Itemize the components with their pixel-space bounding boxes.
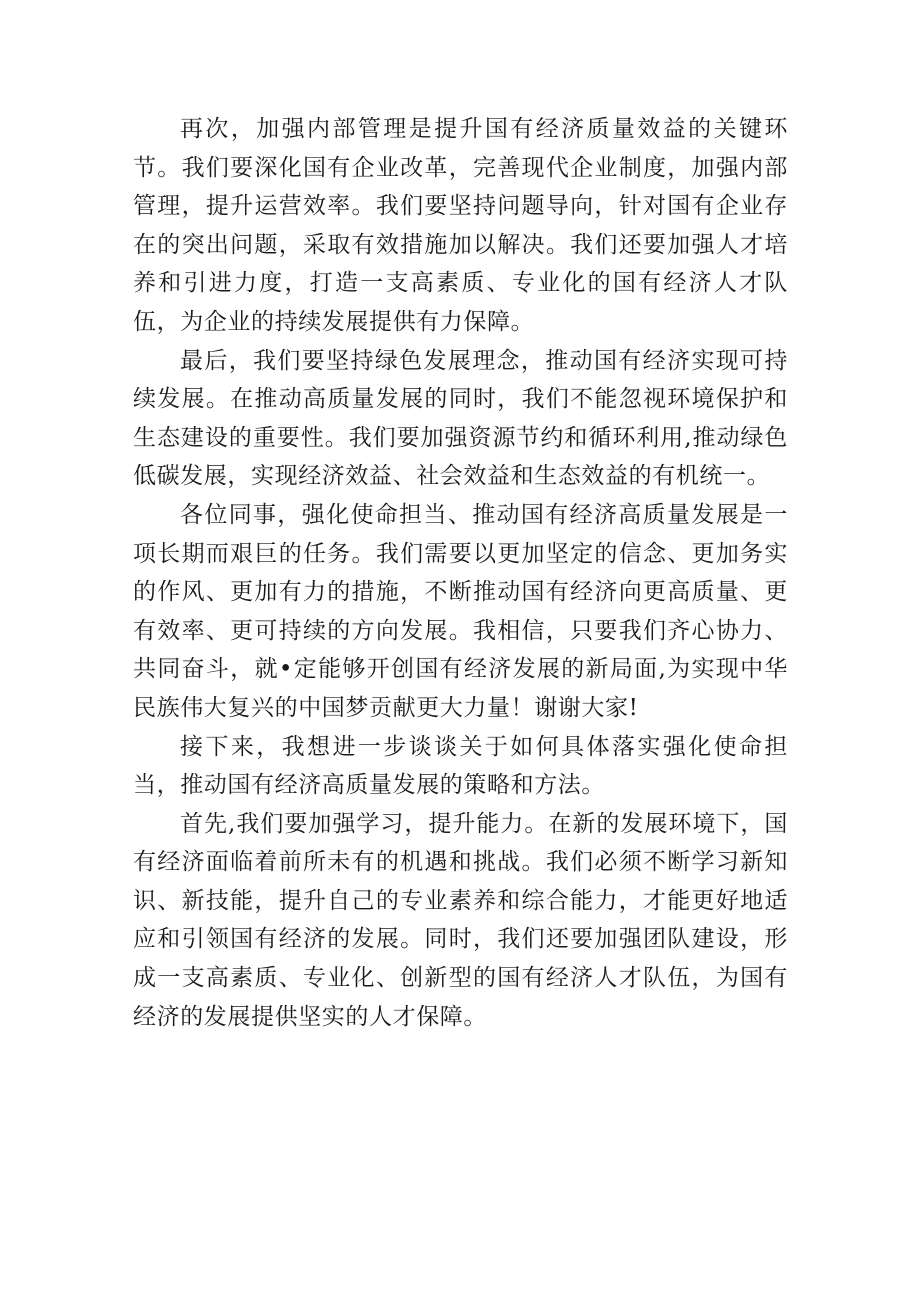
paragraph-next-topic: 接下来，我想进一步谈谈关于如何具体落实强化使命担当，推动国有经济高质量发展的策略和方法。	[133, 733, 788, 799]
paragraph-closing-remarks: 各位同事，强化使命担当、推动国有经济高质量发展是一项长期而艰巨的任务。我们需要以更加坚定的信念、更加务实的作风、更加有力的措施，不断推动国有经济向更高质量、更有效率、更可持续的方向发展。我相信，只要我们齐心协力、共同奋斗，就•定能够开创国有经济发展的新局面,为实现中华民族伟大复兴的中国梦贡献更大力量！谢谢大家!	[133, 501, 788, 721]
paragraph-internal-management: 再次，加强内部管理是提升国有经济质量效益的关键环节。我们要深化国有企业改革，完善现代企业制度，加强内部管理，提升运营效率。我们要坚持问题导向，针对国有企业存在的突出问题，采取有效措施加以解决。我们还要加强人才培养和引进力度，打造一支高素质、专业化的国有经济人才队伍，为企业的持续发展提供有力保障。	[133, 116, 788, 335]
paragraph-green-development: 最后，我们要坚持绿色发展理念，推动国有经济实现可持续发展。在推动高质量发展的同时，我们不能忽视环境保护和生态建设的重要性。我们要加强资源节约和循环利用,推动绿色低碳发展，实现经济效益、社会效益和生态效益的有机统一。	[133, 347, 788, 490]
paragraph-strengthen-learning: 首先,我们要加强学习，提升能力。在新的发展环境下，国有经济面临着前所未有的机遇和挑战。我们必须不断学习新知识、新技能，提升自己的专业素养和综合能力，才能更好地适应和引领国有经济的发展。同时，我们还要加强团队建设，形成一支高素质、专业化、创新型的国有经济人才队伍，为国有经济的发展提供坚实的人才保障。	[133, 810, 788, 1030]
document-body	[133, 110, 788, 1036]
